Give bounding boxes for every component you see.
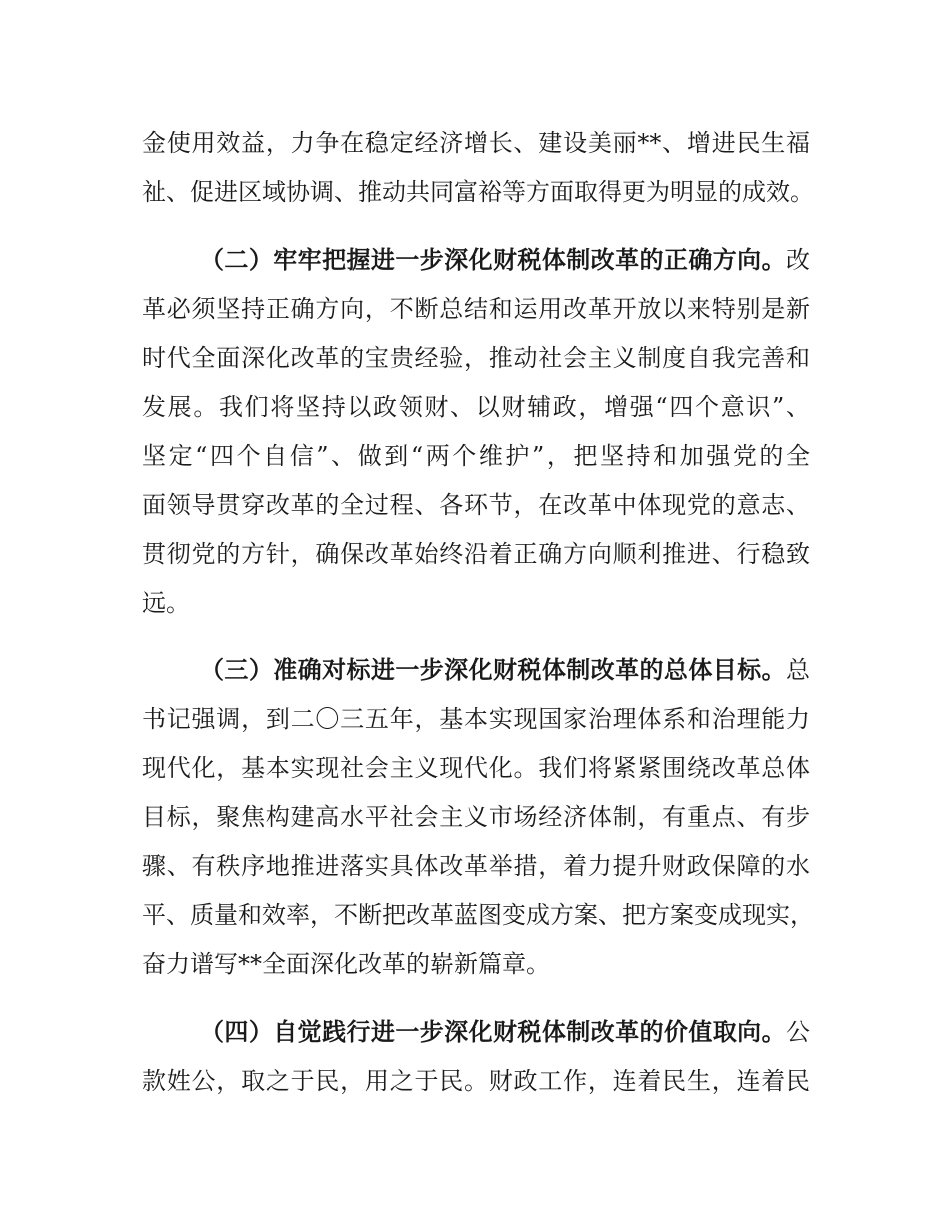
paragraph-line: 金使用效益，力争在稳定经济增长、建设美丽**、增进民生福 (142, 129, 810, 157)
paragraph-line: 现代化，基本实现社会主义现代化。我们将紧紧围绕改革总体 (142, 754, 810, 782)
paragraph-line: 平、质量和效率，不断把改革蓝图变成方案、把方案变成现实， (142, 901, 814, 929)
paragraph-first-line (200, 246, 810, 274)
section-heading: （三）准确对标进一步深化财税体制改革的总体目标。 (200, 656, 786, 684)
paragraph-text: 改 (786, 246, 810, 274)
paragraph-line: 奋力谱写**全面深化改革的崭新篇章。 (142, 950, 550, 978)
section-heading: （四）自觉践行进一步深化财税体制改革的价值取向。 (200, 1018, 786, 1046)
paragraph-line: 革必须坚持正确方向，不断总结和运用改革开放以来特别是新 (142, 295, 810, 323)
paragraph-line: 款姓公，取之于民，用之于民。财政工作，连着民生，连着民 (142, 1067, 810, 1095)
section-heading: （二）牢牢把握进一步深化财税体制改革的正确方向。 (200, 246, 786, 274)
paragraph-first-line (200, 1018, 810, 1046)
paragraph-text: 总 (786, 656, 810, 684)
paragraph-line: 祉、促进区域协调、推动共同富裕等方面取得更为明显的成效。 (142, 178, 814, 206)
paragraph-line: 时代全面深化改革的宝贵经验，推动社会主义制度自我完善和 (142, 344, 810, 372)
paragraph-line: 远。 (142, 589, 190, 617)
paragraph-line: 骤、有秩序地推进落实具体改革举措，着力提升财政保障的水 (142, 852, 810, 880)
paragraph-line: 目标，聚焦构建高水平社会主义市场经济体制，有重点、有步 (142, 803, 810, 831)
paragraph-first-line (200, 656, 810, 684)
paragraph-line: 贯彻党的方针，确保改革始终沿着正确方向顺利推进、行稳致 (142, 540, 810, 568)
paragraph-line: 书记强调，到二〇三五年，基本实现国家治理体系和治理能力 (142, 705, 810, 733)
paragraph-text: 公 (786, 1018, 810, 1046)
paragraph-line: 面领导贯穿改革的全过程、各环节，在改革中体现党的意志、 (142, 491, 810, 519)
paragraph-line: 发展。我们将坚持以政领财、以财辅政，增强“四个意识”、 (142, 393, 810, 421)
paragraph-line: 坚定“四个自信”、做到“两个维护”，把坚持和加强党的全 (142, 442, 810, 470)
